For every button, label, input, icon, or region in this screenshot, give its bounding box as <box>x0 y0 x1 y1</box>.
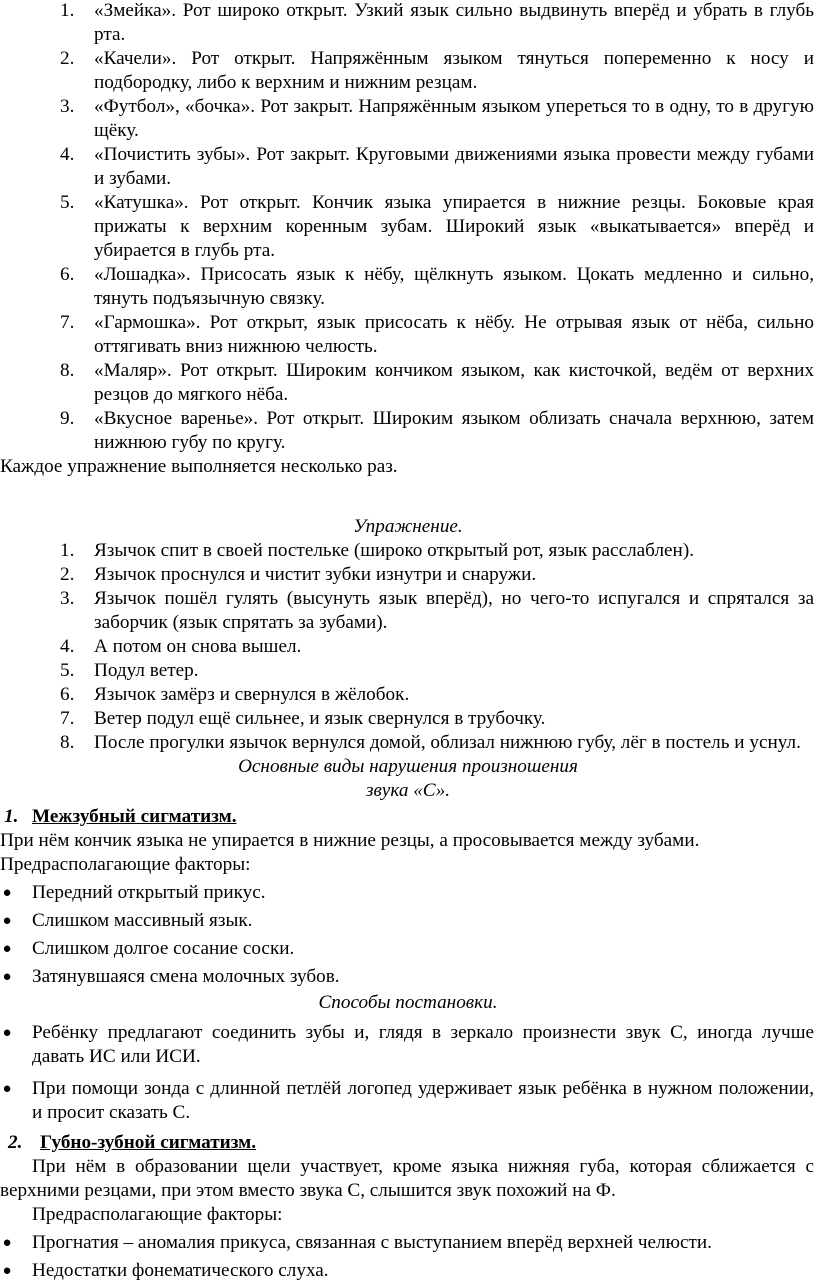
list-item: 7. Ветер подул ещё сильнее, и язык свернулся в трубочку. <box>60 708 546 729</box>
list-item: 5. Подул ветер. <box>60 660 199 681</box>
violations-title-line2: звука «С». <box>365 780 450 801</box>
story-list <box>0 539 816 755</box>
list-item: 9. «Вкусное варенье». Рот открыт. Широким языком облизать сначала верхнюю, затем нижнюю губу по кругу. <box>60 408 814 453</box>
repeat-note: Каждое упражнение выполняется несколько раз. <box>0 456 398 477</box>
bullet-icon: ● <box>2 1025 12 1041</box>
section2-description: При нём в образовании щели участвует, кроме языка нижняя губа, которая сближается с верхними резцами, при этом вместо звука С, слышится звук похожий на Ф. <box>0 1156 814 1201</box>
list-item: 4. А потом он снова вышел. <box>60 636 302 657</box>
exercise-list <box>0 0 816 455</box>
list-item: ● Недостатки фонематического слуха. <box>0 1259 816 1283</box>
list-item: 5. «Катушка». Рот открыт. Кончик языка упирается в нижние резцы. Боковые края прижаты к верхним коренным зубам. Широкий язык «выкатывается» вперёд и убирается в глубь рта. <box>60 192 814 261</box>
list-item: ● Слишком массивный язык. <box>0 909 816 933</box>
section2-heading: 2. Губно-зубной сигматизм. <box>8 1132 257 1153</box>
list-item: ● Ребёнку предлагают соединить зубы и, глядя в зеркало произнести звук С, иногда лучше давать ИС или ИСИ. <box>0 1021 816 1069</box>
section1-factors-label: Предрасполагающие факторы: <box>0 854 251 875</box>
list-item: 1. «Змейка». Рот широко открыт. Узкий язык сильно выдвинуть вперёд и убрать в глубь рта. <box>60 0 814 45</box>
list-item: 6. Язычок замёрз и свернулся в жёлобок. <box>60 684 410 705</box>
list-item: 4. «Почистить зубы». Рот закрыт. Круговыми движениями языка провести между губами и зубами. <box>60 144 814 189</box>
list-item: ● Передний открытый прикус. <box>0 881 816 905</box>
list-item: ● Затянувшаяся смена молочных зубов. <box>0 965 816 989</box>
story-title: Упражнение. <box>353 516 463 537</box>
list-item: 3. Язычок пошёл гулять (высунуть язык вперёд), но чего-то испугался и спрятался за заборчик (язык спрятать за зубами). <box>60 588 814 633</box>
list-item: 2. «Качели». Рот открыт. Напряжённым языком тянуться попеременно к носу и подбородку, либо к верхним и нижним резцам. <box>60 48 814 93</box>
bullet-icon: ● <box>2 885 12 901</box>
methods-title: Способы постановки. <box>318 992 498 1013</box>
section2-factors <box>0 1231 816 1283</box>
section2-factors-label: Предрасполагающие факторы: <box>32 1204 283 1225</box>
list-item: 1. Язычок спит в своей постельке (широко открытый рот, язык расслаблен). <box>60 540 695 561</box>
list-item: 7. «Гармошка». Рот открыт, язык присосать к нёбу. Не отрывая язык от нёба, сильно оттягивать вниз нижнюю челюсть. <box>60 312 814 357</box>
bullet-icon: ● <box>2 969 12 985</box>
section1-factors <box>0 881 816 989</box>
list-item: 8. «Маляр». Рот открыт. Широким кончиком языком, как кисточкой, ведём от верхних резцов до мягкого нёба. <box>60 360 814 405</box>
bullet-icon: ● <box>2 1263 12 1279</box>
section1-methods <box>0 1021 816 1125</box>
list-item: 8. После прогулки язычок вернулся домой, облизал нижнюю губу, лёг в постель и уснул. <box>60 732 801 753</box>
violations-title-line1: Основные виды нарушения произношения <box>238 756 578 777</box>
list-item: ● Прогнатия – аномалия прикуса, связанная с выступанием вперёд верхней челюсти. <box>0 1231 816 1255</box>
bullet-icon: ● <box>2 1081 12 1097</box>
list-item: 3. «Футбол», «бочка». Рот закрыт. Напряжённым языком упереться то в одну, то в другую щёку. <box>60 96 814 141</box>
list-item: ● Слишком долгое сосание соски. <box>0 937 816 961</box>
list-item: 6. «Лошадка». Присосать язык к нёбу, щёлкнуть языком. Цокать медленно и сильно, тянуть подъязычную связку. <box>60 264 814 309</box>
section1-heading: 1. Межзубный сигматизм. <box>4 806 237 827</box>
section1-description: При нём кончик языка не упирается в нижние резцы, а просовывается между зубами. <box>0 830 700 851</box>
bullet-icon: ● <box>2 913 12 929</box>
bullet-icon: ● <box>2 941 12 957</box>
bullet-icon: ● <box>2 1235 12 1251</box>
list-item: 2. Язычок проснулся и чистит зубки изнутри и снаружи. <box>60 564 537 585</box>
list-item: ● При помощи зонда с длинной петлёй логопед удерживает язык ребёнка в нужном положении, и просит сказать С. <box>0 1077 816 1125</box>
